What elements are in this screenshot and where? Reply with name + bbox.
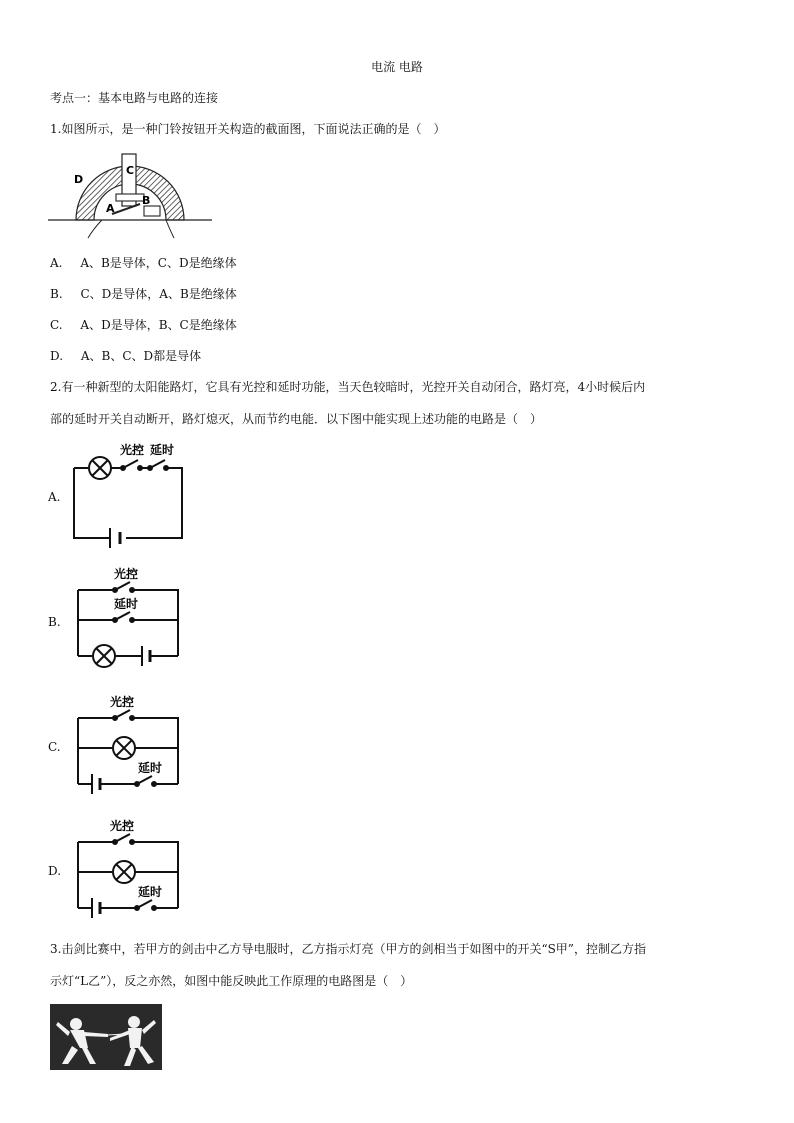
q1-option-d	[50, 349, 201, 363]
fig-label-c: C	[126, 164, 135, 177]
circuit-a-delay-switch-label: 延时	[150, 443, 175, 457]
question-3-stem-line-2: 示灯“L乙”），反之亦然，如图中能反映此工作原理的电路图是（ ）	[50, 974, 413, 988]
fig-label-b: B	[142, 194, 151, 207]
q2-option-c-label: C.	[48, 740, 61, 754]
q1-option-c-text: A、D是导体，B、C是绝缘体	[80, 318, 237, 332]
q1-option-a-text: A、B是导体，C、D是绝缘体	[80, 256, 237, 270]
doorbell-switch-figure	[48, 146, 218, 241]
circuit-c-delay-switch-label: 延时	[138, 761, 163, 775]
circuit-b-light-switch-label: 光控	[114, 567, 139, 581]
circuit-b-diagram	[70, 566, 186, 670]
circuit-b-delay-switch-label: 延时	[114, 597, 139, 611]
circuit-d-light-switch-label: 光控	[110, 819, 135, 833]
question-2-stem-line-2: 部的延时开关自动断开，路灯熄灭，从而节约电能．以下图中能实现上述功能的电路是（ ）	[50, 412, 543, 426]
fencing-photo	[50, 1004, 162, 1070]
q1-option-b-text: C、D是导体，A、B是绝缘体	[80, 287, 237, 301]
question-1-stem: 1.如图所示，是一种门铃按钮开关构造的截面图，下面说法正确的是（ ）	[50, 122, 446, 136]
q1-option-b-key: B.	[50, 287, 63, 301]
circuit-a-diagram	[70, 440, 186, 548]
circuit-d-diagram	[70, 814, 186, 920]
page-title: 电流 电路	[371, 60, 423, 74]
q1-option-d-key: D.	[50, 349, 64, 363]
fig-label-a: A	[106, 202, 115, 215]
circuit-c-light-switch-label: 光控	[110, 695, 135, 709]
q1-option-a-key: A.	[50, 256, 63, 270]
circuit-d-delay-switch-label: 延时	[138, 885, 163, 899]
q1-option-a	[50, 256, 237, 270]
circuit-a-light-switch-label: 光控	[120, 443, 145, 457]
q1-option-b	[50, 287, 237, 301]
q1-option-c-key: C.	[50, 318, 63, 332]
question-2-stem-line-1: 2.有一种新型的太阳能路灯，它具有光控和延时功能，当天色较暗时，光控开关自动闭合，路灯亮，4小时候后内	[50, 380, 646, 394]
q1-option-c	[50, 318, 237, 332]
section-heading: 考点一：基本电路与电路的连接	[50, 91, 219, 105]
q2-option-a-label: A.	[48, 490, 61, 504]
question-3-stem-line-1: 3.击剑比赛中，若甲方的剑击中乙方导电服时，乙方指示灯亮（甲方的剑相当于如图中的开关“S甲”，控制乙方指	[50, 942, 646, 956]
q2-option-d-label: D.	[48, 864, 62, 878]
q1-option-d-text: A、B、C、D都是导体	[80, 349, 202, 363]
q2-option-b-label: B.	[48, 615, 61, 629]
circuit-c-diagram	[70, 690, 186, 796]
fig-label-d: D	[74, 173, 84, 186]
